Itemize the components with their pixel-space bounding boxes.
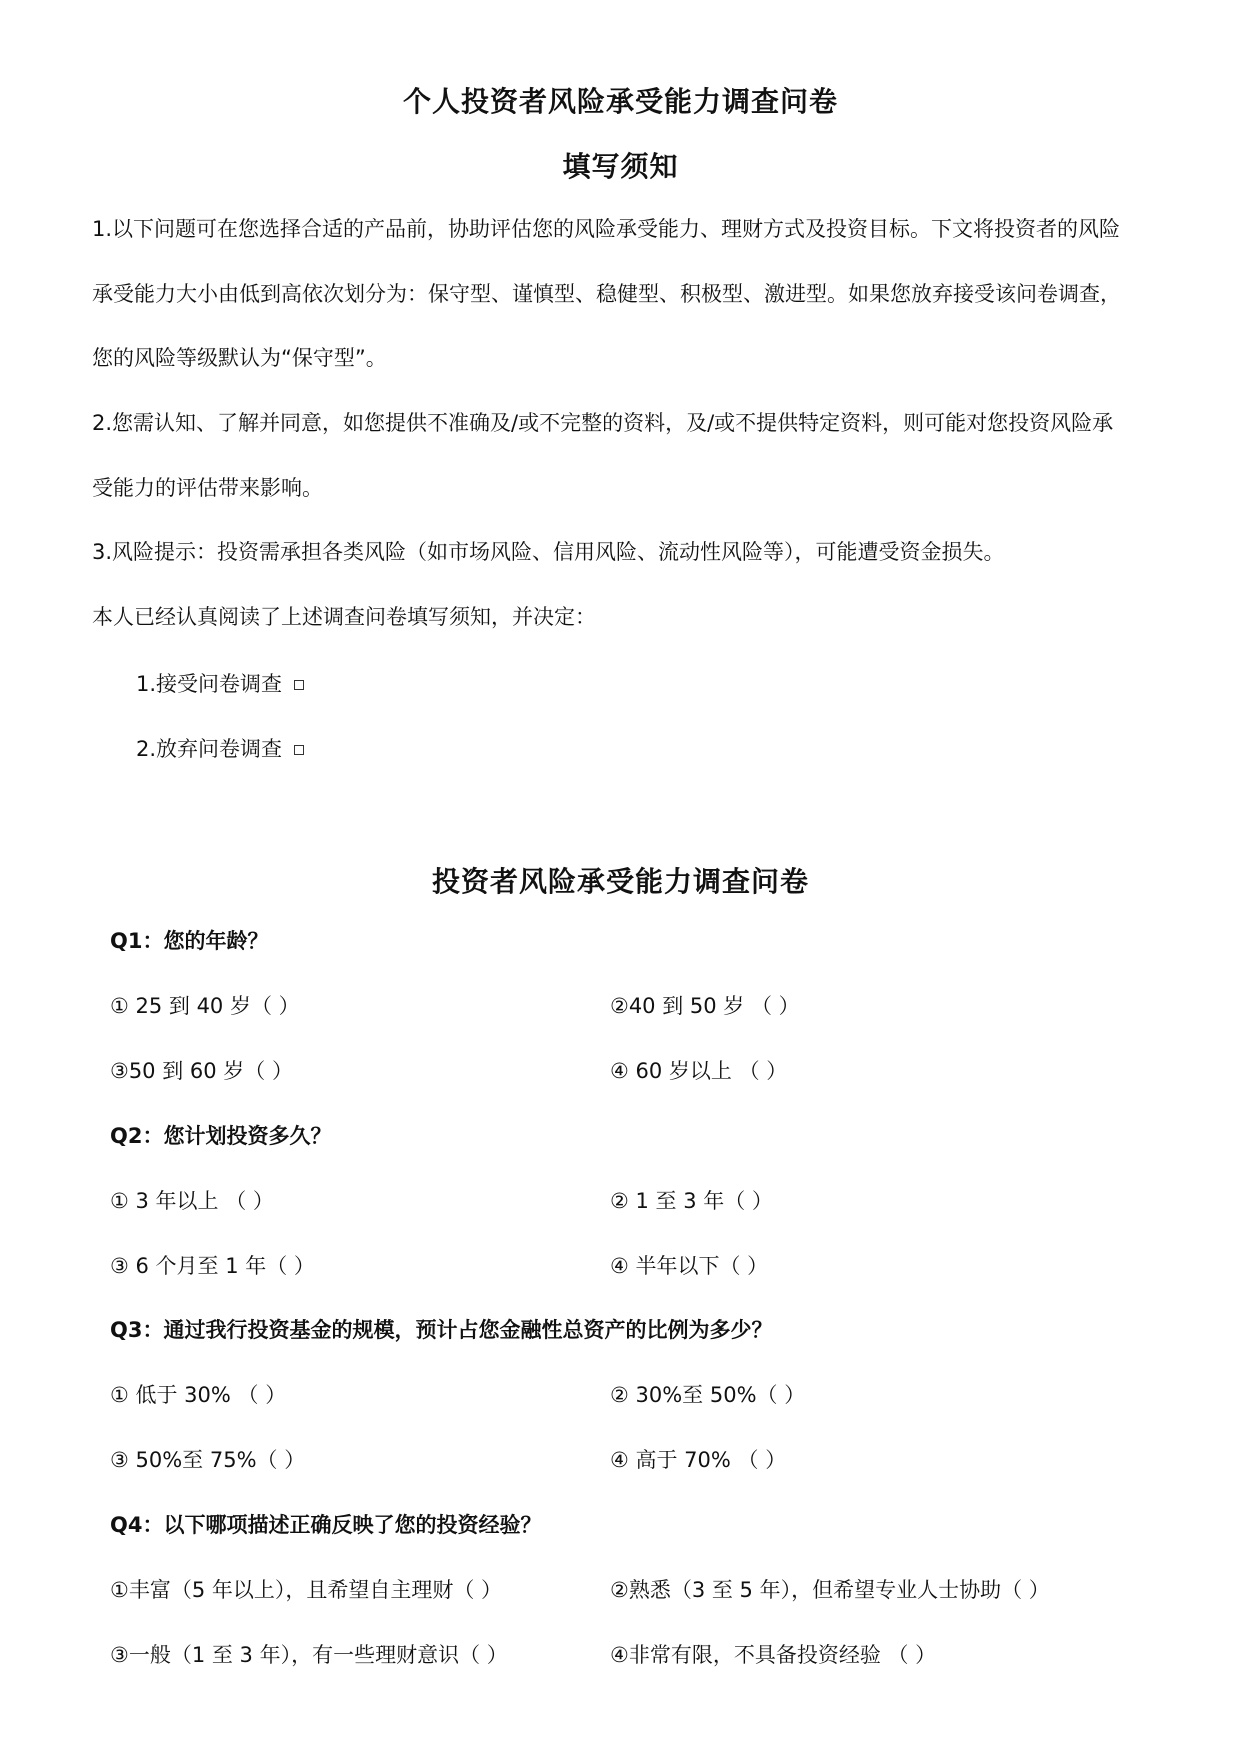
notice-paragraph: 3.风险提示：投资需承担各类风险（如市场风险、信用风险、流动性风险等），可能遭受资金损失。 bbox=[92, 540, 1005, 564]
q1-option-2[interactable]: ②40 到 50 岁 （ ） bbox=[610, 994, 800, 1018]
q2-option-1[interactable]: ① 3 年以上 （ ） bbox=[110, 1189, 274, 1213]
q1-option-1[interactable]: ① 25 到 40 岁（ ） bbox=[110, 994, 300, 1018]
q1-option-3[interactable]: ③50 到 60 岁（ ） bbox=[110, 1059, 293, 1083]
q1-option-4[interactable]: ④ 60 岁以上 （ ） bbox=[610, 1059, 788, 1083]
accept-survey-option[interactable] bbox=[136, 668, 304, 698]
accept-survey-label: 1.接受问卷调查 bbox=[136, 672, 283, 696]
q3-option-2[interactable]: ② 30%至 50%（ ） bbox=[610, 1383, 806, 1407]
q4-option-1[interactable]: ①丰富（5 年以上），且希望自主理财（ ） bbox=[110, 1578, 503, 1602]
notice-paragraph: 承受能力大小由低到高依次划分为：保守型、谨慎型、稳健型、积极型、激进型。如果您放弃接受该问卷调查， bbox=[92, 282, 1121, 306]
question-2: Q2：您计划投资多久？ bbox=[110, 1124, 332, 1148]
q2-option-2[interactable]: ② 1 至 3 年（ ） bbox=[610, 1189, 773, 1213]
decline-survey-option[interactable] bbox=[136, 733, 304, 763]
accept-survey-checkbox[interactable] bbox=[294, 680, 304, 690]
document-title: 个人投资者风险承受能力调查问卷 bbox=[402, 85, 838, 118]
notice-title: 填写须知 bbox=[562, 150, 679, 183]
notice-paragraph: 您的风险等级默认为“保守型”。 bbox=[92, 346, 387, 370]
question-3: Q3：通过我行投资基金的规模，预计占您金融性总资产的比例为多少？ bbox=[110, 1318, 773, 1342]
question-4: Q4：以下哪项描述正确反映了您的投资经验？ bbox=[110, 1513, 542, 1537]
q2-option-4[interactable]: ④ 半年以下（ ） bbox=[610, 1254, 769, 1278]
q4-option-3[interactable]: ③一般（1 至 3 年），有一些理财意识（ ） bbox=[110, 1643, 508, 1667]
question-1: Q1：您的年龄？ bbox=[110, 929, 269, 953]
declaration-text: 本人已经认真阅读了上述调查问卷填写须知，并决定： bbox=[92, 605, 596, 629]
q4-option-2[interactable]: ②熟悉（3 至 5 年），但希望专业人士协助（ ） bbox=[610, 1578, 1050, 1602]
q2-option-3[interactable]: ③ 6 个月至 1 年（ ） bbox=[110, 1254, 315, 1278]
q4-option-4[interactable]: ④非常有限，不具备投资经验 （ ） bbox=[610, 1643, 937, 1667]
notice-paragraph: 2.您需认知、了解并同意，如您提供不准确及/或不完整的资料，及/或不提供特定资料，则可能对您投资风险承 bbox=[92, 411, 1114, 435]
q3-option-4[interactable]: ④ 高于 70% （ ） bbox=[610, 1448, 787, 1472]
notice-paragraph: 受能力的评估带来影响。 bbox=[92, 476, 323, 500]
notice-paragraph: 1.以下问题可在您选择合适的产品前，协助评估您的风险承受能力、理财方式及投资目标。下文将投资者的风险 bbox=[92, 217, 1121, 241]
q3-option-1[interactable]: ① 低于 30% （ ） bbox=[110, 1383, 287, 1407]
decline-survey-label: 2.放弃问卷调查 bbox=[136, 737, 283, 761]
q3-option-3[interactable]: ③ 50%至 75%（ ） bbox=[110, 1448, 306, 1472]
decline-survey-checkbox[interactable] bbox=[294, 745, 304, 755]
section-title: 投资者风险承受能力调查问卷 bbox=[431, 865, 809, 898]
